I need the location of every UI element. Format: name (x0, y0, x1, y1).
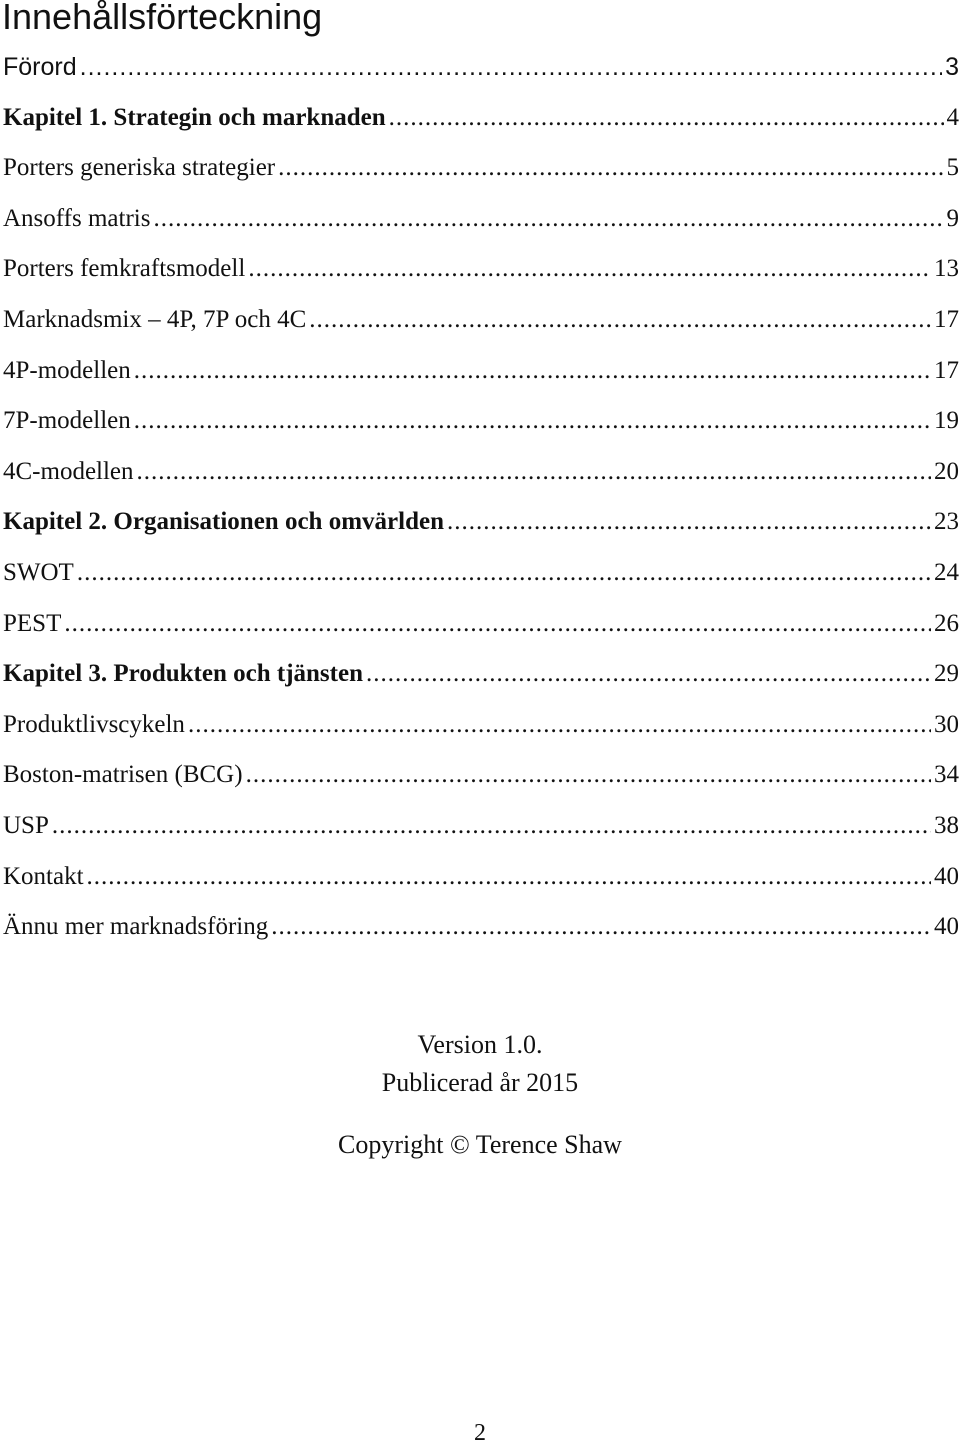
version-text: Version 1.0. (417, 1030, 543, 1059)
toc-entry-label: Produktlivscykeln (3, 710, 185, 738)
toc-dot-leader (77, 559, 931, 587)
toc-entry-label: 4C-modellen (3, 457, 134, 485)
toc-entry-page: 13 (934, 255, 959, 283)
toc-entry-label: SWOT (3, 558, 74, 586)
toc-entry[interactable] (3, 53, 959, 104)
table-of-contents (3, 53, 959, 964)
toc-entry-page: 40 (934, 862, 959, 890)
toc-dot-leader (366, 660, 931, 688)
toc-entry[interactable] (3, 761, 959, 812)
toc-entry-page: 4 (946, 103, 959, 131)
toc-dot-leader (271, 913, 931, 941)
toc-dot-leader (248, 255, 931, 283)
toc-entry[interactable] (3, 660, 959, 711)
toc-entry[interactable] (3, 711, 959, 762)
toc-entry[interactable] (3, 407, 959, 458)
toc-entry-page: 17 (934, 305, 959, 333)
toc-entry-page: 29 (934, 660, 959, 688)
toc-entry[interactable] (3, 863, 959, 914)
toc-dot-leader (309, 306, 931, 334)
copyright-text: Copyright © Terence Shaw (338, 1130, 622, 1159)
published-text: Publicerad år 2015 (381, 1068, 579, 1097)
toc-entry-label: Kontakt (3, 862, 84, 890)
toc-entry-page: 5 (946, 154, 959, 182)
toc-entry-label: Boston-matrisen (BCG) (3, 761, 243, 789)
toc-dot-leader (64, 610, 931, 638)
toc-entry[interactable] (3, 458, 959, 509)
toc-entry[interactable] (3, 205, 959, 256)
toc-dot-leader (153, 205, 943, 233)
toc-entry-page: 19 (934, 407, 959, 435)
toc-entry-page: 30 (934, 710, 959, 738)
toc-entry[interactable] (3, 559, 959, 610)
toc-entry[interactable] (3, 610, 959, 661)
toc-entry[interactable] (3, 255, 959, 306)
toc-entry[interactable] (3, 104, 959, 155)
toc-entry-page: 17 (934, 356, 959, 384)
toc-entry-page: 26 (934, 609, 959, 637)
toc-dot-leader (134, 357, 931, 385)
toc-entry-page: 3 (945, 53, 959, 81)
toc-dot-leader (137, 458, 931, 486)
toc-dot-leader (80, 53, 942, 82)
toc-entry[interactable] (3, 357, 959, 408)
toc-entry[interactable] (3, 508, 959, 559)
toc-dot-leader (246, 761, 931, 789)
toc-entry-label: 4P-modellen (3, 356, 131, 384)
toc-entry-page: 38 (934, 811, 959, 839)
toc-entry-label: Ansoffs matris (3, 204, 151, 232)
toc-dot-leader (134, 407, 931, 435)
toc-entry-page: 20 (934, 457, 959, 485)
toc-entry-label: 7P-modellen (3, 407, 131, 435)
toc-entry-page: 34 (934, 761, 959, 789)
toc-entry-page: 24 (934, 558, 959, 586)
toc-entry-label: USP (3, 811, 49, 839)
page-number: 2 (474, 1420, 486, 1446)
toc-entry-label: Kapitel 3. Produkten och tjänsten (3, 660, 363, 688)
toc-dot-leader (389, 104, 944, 132)
toc-entry-page: 9 (946, 204, 959, 232)
toc-dot-leader (87, 863, 931, 891)
toc-entry-label: Porters femkraftsmodell (3, 255, 246, 283)
toc-entry[interactable] (3, 812, 959, 863)
toc-entry-label: Marknadsmix – 4P, 7P och 4C (3, 305, 307, 333)
toc-entry[interactable] (3, 306, 959, 357)
toc-entry-page: 23 (934, 508, 959, 536)
toc-entry-label: Förord (3, 53, 77, 81)
toc-entry[interactable] (3, 154, 959, 205)
toc-entry-page: 40 (934, 913, 959, 941)
toc-dot-leader (52, 812, 931, 840)
toc-entry-label: Kapitel 1. Strategin och marknaden (3, 103, 386, 131)
toc-entry-label: PEST (3, 609, 62, 637)
toc-entry-label: Porters generiska strategier (3, 154, 276, 182)
toc-dot-leader (278, 154, 943, 182)
toc-entry[interactable] (3, 913, 959, 964)
toc-dot-leader (447, 508, 931, 536)
page-title: Innehållsförteckning (2, 0, 323, 37)
toc-entry-label: Kapitel 2. Organisationen och omvärlden (3, 508, 444, 536)
toc-dot-leader (188, 711, 931, 739)
toc-entry-label: Ännu mer marknadsföring (3, 913, 269, 941)
